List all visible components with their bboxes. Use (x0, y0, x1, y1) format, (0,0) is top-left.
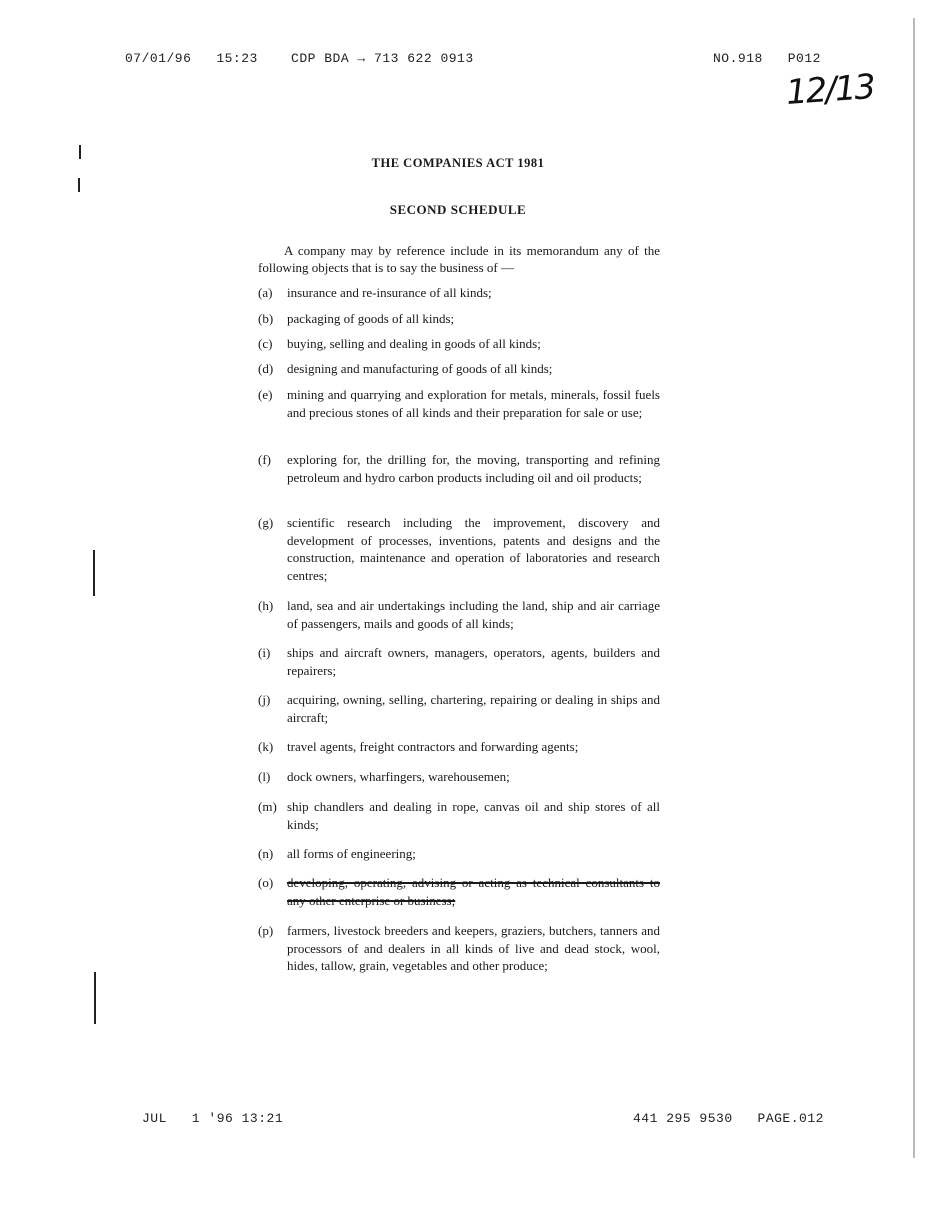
handwritten-page-number: 12/13 (784, 66, 876, 114)
list-item: (k) travel agents, freight contractors and forwarding agents; (258, 739, 579, 754)
list-item: (n) all forms of engineering; (258, 846, 416, 861)
list-item: (c) buying, selling and dealing in goods of all kinds; (258, 336, 541, 351)
page-edge-line (913, 18, 915, 1158)
document-title: THE COMPANIES ACT 1981 (371, 156, 545, 170)
fax-header-right: NO.918 P012 (713, 51, 821, 66)
list-item: (b) packaging of goods of all kinds; (258, 311, 455, 326)
list-item: (h) land, sea and air undertakings including the land, ship and air carriage of passengers, mails and goods of all kinds; (258, 598, 660, 631)
list-item: (m) ship chandlers and dealing in rope, canvas oil and ship stores of all kinds; (258, 799, 660, 832)
list-item: (f) exploring for, the drilling for, the moving, transporting and refining petroleum and hydro carbon products including oil and oil products; (258, 452, 660, 485)
fax-header-left: 07/01/96 15:23 CDP BDA → 713 622 0913 (125, 51, 474, 66)
list-item: (g) scientific research including the improvement, discovery and development of processes, inventions, patents and designs and the construction, maintenance and operation of laboratories and research centres; (258, 515, 660, 583)
list-item-struck-through: (o) developing, operating, advising or acting as technical consultants to any other enterprise or business; (258, 875, 660, 908)
list-item: (e) mining and quarrying and exploration for metals, minerals, fossil fuels and precious stones of all kinds and their preparation for sale or use; (258, 387, 660, 420)
list-item: (i) ships and aircraft owners, managers, operators, agents, builders and repairers; (258, 645, 660, 678)
list-item: (d) designing and manufacturing of goods of all kinds; (258, 361, 553, 376)
margin-bracket (93, 550, 95, 596)
document-subtitle: SECOND SCHEDULE (389, 202, 527, 217)
intro-paragraph: A company may by reference include in its memorandum any of the following objects that is to say the business of — (258, 243, 660, 275)
margin-mark (78, 178, 80, 192)
list-item: (a) insurance and re-insurance of all kinds; (258, 285, 492, 300)
list-item: (l) dock owners, wharfingers, warehousemen; (258, 769, 510, 784)
list-item: (j) acquiring, owning, selling, chartering, repairing or dealing in ships and aircraft; (258, 692, 660, 725)
list-item: (p) farmers, livestock breeders and keepers, graziers, butchers, tanners and processors of and dealers in all kinds of live and dead stock, wool, hides, tallow, grain, vegetables and other produce; (258, 923, 660, 973)
fax-footer-right: 441 295 9530 PAGE.012 (633, 1111, 824, 1126)
fax-footer-left: JUL 1 '96 13:21 (142, 1111, 284, 1126)
margin-mark (79, 145, 81, 159)
margin-bracket (94, 972, 96, 1024)
